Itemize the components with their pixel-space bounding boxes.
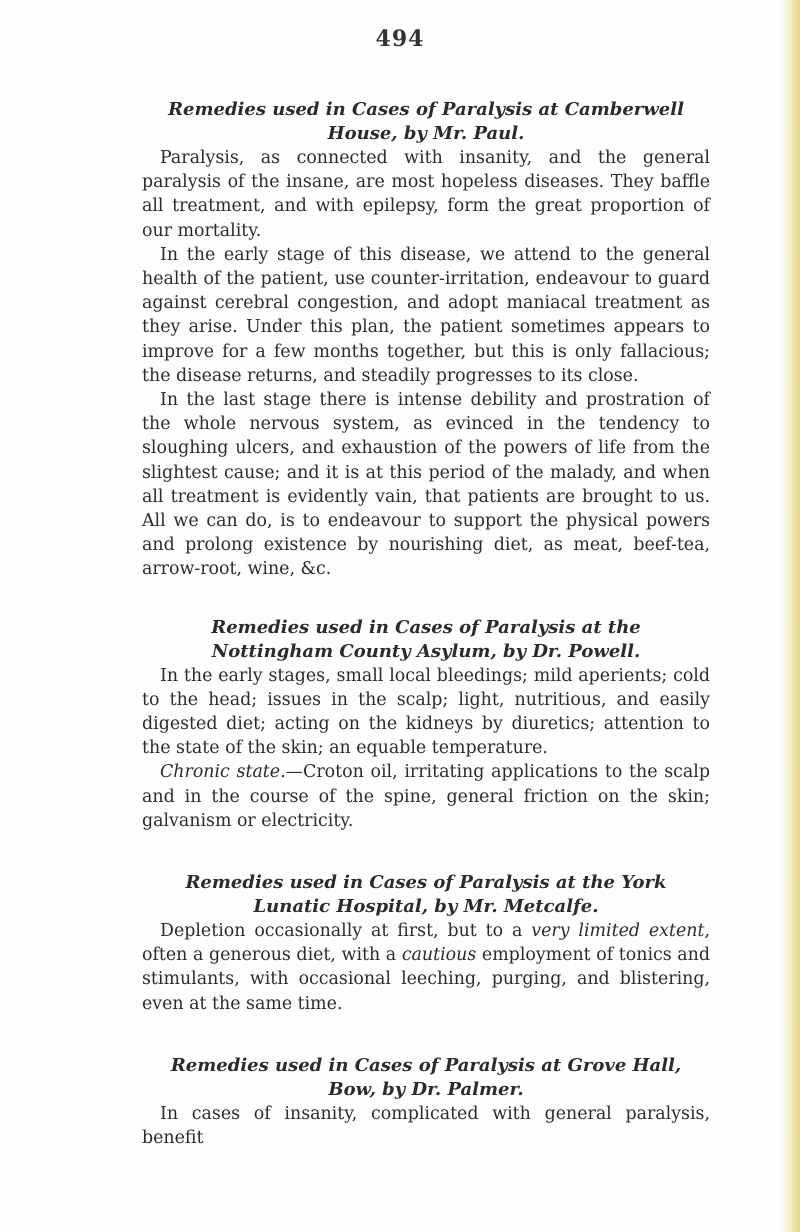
section-grove-hall bbox=[142, 1054, 710, 1150]
section-heading: Remedies used in Cases of Paralysis at Grove Hall, Bow, by Dr. Palmer. bbox=[170, 1054, 682, 1100]
chronic-text: —Croton oil, irritating applications to the scalp and in the course of the spine, general friction on the skin; galvanism or electricity. bbox=[142, 762, 710, 831]
text-run: employment of tonics and stimulants, with occasional leeching, purging, and blistering, even at the same time. bbox=[142, 945, 710, 1014]
paragraph: In the early stages, small local bleedings; mild aperients; cold to the head; issues in the scalp; light, nutritious, and easily digested diet; acting on the kidneys by diuretics; attention to the state of the skin; an equable temperature. bbox=[142, 665, 710, 759]
paragraph: In the last stage there is intense debility and prostration of the whole nervous system, as evinced in the tendency to sloughing ulcers, and exhaustion of the powers of life from the slightest cause; and it is at this period of the malady, and when all treatment is evidently vain, that patients are brought to us. All we can do, is to endeavour to support the physical powers and prolong existence by nourishing diet, as meat, beef-tea, arrow-root, wine, &c. bbox=[142, 390, 710, 580]
paragraph bbox=[142, 919, 710, 1016]
chronic-label: Chronic state. bbox=[160, 762, 286, 783]
text-run: , often a generous diet, with a bbox=[142, 921, 710, 966]
section-heading: Remedies used in Cases of Paralysis at the Nottingham County Asylum, by Dr. Powell. bbox=[211, 616, 641, 662]
emphasis-text: very limited extent bbox=[531, 921, 705, 942]
page-number: 494 bbox=[375, 26, 425, 52]
paragraph: Paralysis, as connected with insanity, and the general paralysis of the insane, are most hopeless diseases. They baffle all treatment, and with epilepsy, form the great proportion of our mortality. bbox=[142, 148, 710, 241]
text-run: Depletion occasionally at first, but to a bbox=[160, 921, 532, 942]
paragraph: In the early stage of this disease, we attend to the general health of the patient, use counter-irritation, endeavour to guard against cerebral congestion, and adopt maniacal treatment as they arise. Under this plan, the patient sometimes appears to improve for a few months together, but this is only fallacious; the disease returns, and steadily progresses to its close. bbox=[142, 244, 710, 386]
section-nottingham bbox=[142, 616, 710, 833]
paragraph: In cases of insanity, complicated with general paralysis, benefit bbox=[142, 1103, 710, 1149]
paragraph-chronic bbox=[142, 760, 710, 833]
section-york bbox=[142, 871, 710, 1016]
page-edge bbox=[782, 0, 800, 1232]
page-body bbox=[142, 98, 710, 1188]
section-heading: Remedies used in Cases of Paralysis at Camberwell House, by Mr. Paul. bbox=[168, 99, 684, 144]
section-camberwell bbox=[142, 98, 710, 582]
section-heading: Remedies used in Cases of Paralysis at the York Lunatic Hospital, by Mr. Metcalfe. bbox=[185, 872, 667, 918]
emphasis-text: cautious bbox=[401, 945, 477, 966]
